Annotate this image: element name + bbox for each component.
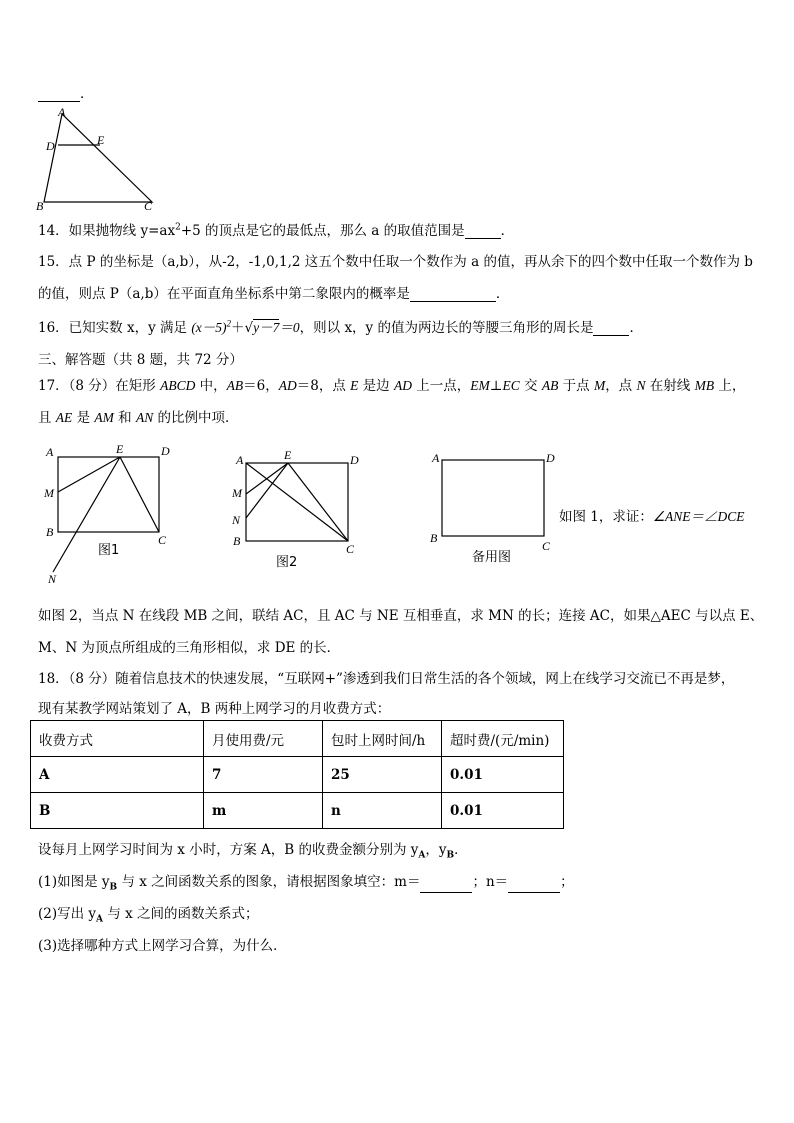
question-17-line2: 且 AE 是 AM 和 AN 的比例中项． xyxy=(38,410,239,426)
svg-text:N: N xyxy=(48,572,57,586)
figure-1 xyxy=(40,440,180,586)
table-cell: 0.01 xyxy=(442,793,564,829)
table-header: 月使用费/元 xyxy=(204,721,323,757)
svg-text:B: B xyxy=(233,534,241,548)
question-18-line3: 设每月上网学习时间为 x 小时，方案 A，B 的收费金额分别为 $y_A$，$y_B$． xyxy=(38,842,468,861)
svg-text:E: E xyxy=(116,442,124,456)
label-D: D xyxy=(46,139,55,153)
table-cell: B xyxy=(31,793,204,829)
spare-figure-caption: 备用图 xyxy=(472,550,512,565)
svg-text:D: D xyxy=(350,453,359,467)
question-17-line4: M、N 为顶点所组成的三角形相似，求 DE 的长． xyxy=(38,640,341,656)
table-row xyxy=(31,793,564,829)
sqrt-symbol: √ xyxy=(244,320,254,336)
expression-x-minus-5-squared: $(x-5)^2$ xyxy=(191,318,232,335)
svg-text:B: B xyxy=(46,525,54,539)
svg-text:A: A xyxy=(46,445,54,459)
question-17-line3: 如图 2，当点 N 在线段 MB 之间，联结 AC，且 AC 与 NE 互相垂直，求 MN 的长；连接 AC，如果△AEC 与以点 E、 xyxy=(38,608,764,624)
svg-text:D: D xyxy=(161,444,170,458)
table-cell: A xyxy=(31,757,204,793)
label-C: C xyxy=(144,199,153,213)
svg-text:E: E xyxy=(284,448,292,462)
spare-figure xyxy=(424,446,564,554)
svg-text:M: M xyxy=(232,486,242,500)
question-17-line1: 17．（8 分）在矩形 ABCD 中，AB＝6，AD＝8，点 E 是边 AD 上一点，EM⊥EC 交 AB 于点 M，点 N 在射线 MB 上， xyxy=(38,378,746,394)
svg-text:M: M xyxy=(44,486,54,500)
table-cell: 0.01 xyxy=(442,757,564,793)
triangle-figure-q13 xyxy=(30,104,170,214)
question-18-part1: (1)如图是 $y_B$ 与 x 之间函数关系的图象，请根据图象填空：m＝ ；n＝ ； xyxy=(38,874,574,893)
table-cell: m xyxy=(204,793,323,829)
label-B: B xyxy=(36,199,44,213)
label-A: A xyxy=(58,105,66,119)
table-header: 超时费/(元/min) xyxy=(442,721,564,757)
fee-table xyxy=(30,720,564,829)
svg-text:A: A xyxy=(432,451,440,465)
table-header-row xyxy=(31,721,564,757)
question-18-line1: 18．（8 分）随着信息技术的快速发展，“互联网+”渗透到我们日常生活的各个领域，网上在线学习交流已不再是梦， xyxy=(38,671,735,687)
section-3-heading: 三、解答题（共 8 题，共 72 分） xyxy=(38,352,243,368)
svg-text:A: A xyxy=(236,453,244,467)
figure-1-caption: 图1 xyxy=(98,543,120,558)
table-row xyxy=(31,757,564,793)
q13-answer-blank: ． xyxy=(38,82,94,102)
svg-text:N: N xyxy=(232,513,241,527)
table-cell: 25 xyxy=(323,757,442,793)
svg-text:C: C xyxy=(346,542,355,554)
question-18-part2: (2)写出 $y_A$ 与 x 之间的函数关系式； xyxy=(38,906,259,925)
figure-2 xyxy=(228,446,368,554)
table-header: 收费方式 xyxy=(31,721,204,757)
question-16: 16．已知实数 x，y 满足 $(x-5)^2+√y-7=0$，则以 x，y 的值为两边长的等腰三角形的周长是 ． xyxy=(38,318,643,336)
question-17-part1: 如图 1，求证：∠ANE＝∠DCE xyxy=(559,509,745,525)
table-cell: n xyxy=(323,793,442,829)
svg-text:B: B xyxy=(430,531,438,545)
question-18-part3: (3)选择哪种方式上网学习合算，为什么． xyxy=(38,938,287,954)
question-14: 14．如果抛物线 $y=ax^2+5$ 的顶点是它的最低点，那么 a 的取值范围是 ． xyxy=(38,222,515,239)
table-header: 包时上网时间/h xyxy=(323,721,442,757)
svg-text:D: D xyxy=(546,451,555,465)
svg-text:C: C xyxy=(542,539,551,553)
question-18-line2: 现有某教学网站策划了 A，B 两种上网学习的月收费方式： xyxy=(38,701,391,717)
svg-text:C: C xyxy=(158,533,167,547)
table-cell: 7 xyxy=(204,757,323,793)
question-15-line1: 15．点 P 的坐标是（a,b），从-2，-1,0,1,2 这五个数中任取一个数作为 a 的值，再从余下的四个数中任取一个数作为 b xyxy=(38,254,753,270)
figure-2-caption: 图2 xyxy=(276,555,298,570)
label-E: E xyxy=(97,133,105,147)
question-15-line2: 的值，则点 P（a,b）在平面直角坐标系中第二象限内的概率是 ． xyxy=(38,286,510,302)
